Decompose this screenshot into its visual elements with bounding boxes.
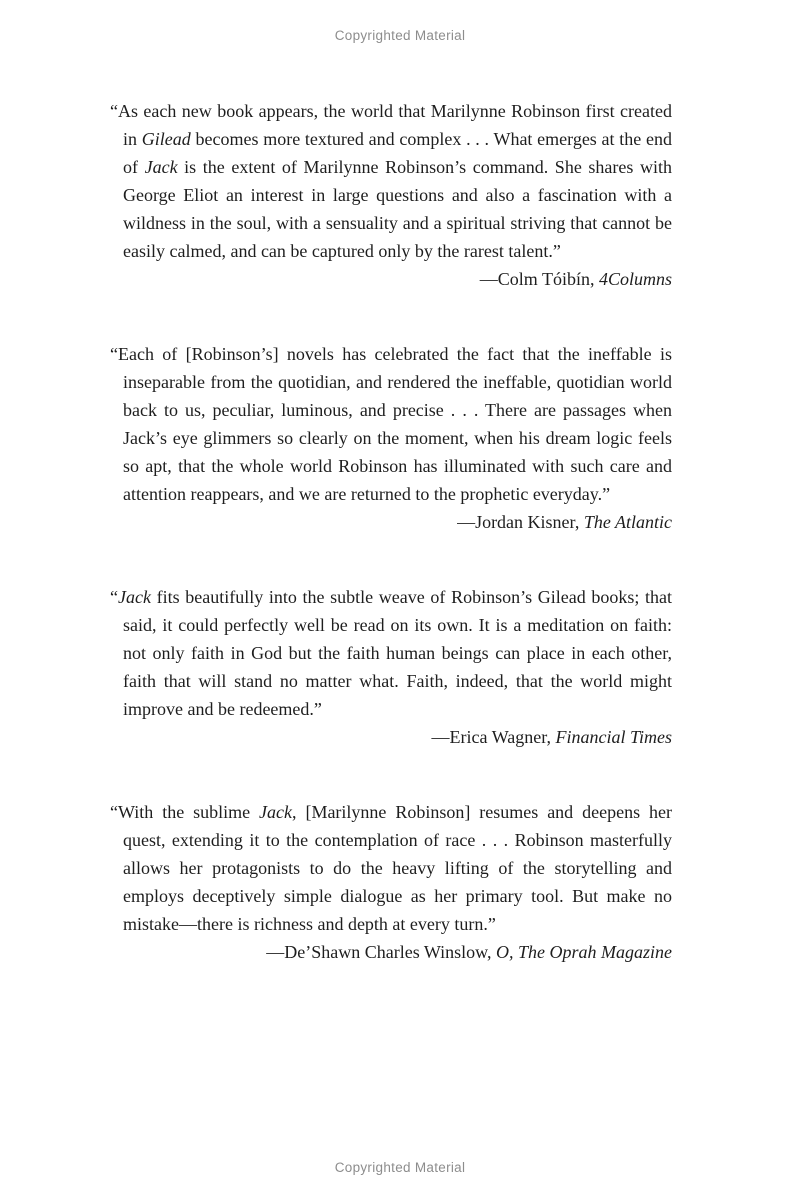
quote-text: [110, 583, 672, 723]
quote-attribution: [110, 723, 672, 751]
quote-text: [110, 340, 672, 508]
italic-text-segment: O, The Oprah Magazine: [496, 942, 672, 962]
quote-text: [110, 97, 672, 265]
quote-block: [110, 583, 672, 751]
italic-text-segment: Financial Times: [555, 727, 672, 747]
italic-text-segment: Gilead: [141, 129, 191, 149]
quote-attribution: [110, 265, 672, 293]
text-segment: “As each new book appears, the world that Marilynne Robinson first created in: [110, 101, 672, 149]
text-segment: —Erica Wagner,: [431, 727, 556, 747]
italic-text-segment: The Atlantic: [583, 512, 672, 532]
text-segment: is the extent of Marilynne Robinson’s command. She shares with George Eliot an interest in large questions and also a fascination with a wildness in the soul, with a sensuality and a spiritual striving that cannot be easily calmed, and can be captured only by the rarest talent.”: [123, 157, 672, 261]
text-segment: “With the sublime: [110, 802, 260, 822]
quotes-list: [110, 97, 672, 966]
text-segment: —Jordan Kisner,: [457, 512, 584, 532]
text-segment: —Colm Tóibín,: [479, 269, 599, 289]
italic-text-segment: Jack: [259, 802, 293, 822]
copyright-notice-bottom: Copyrighted Material: [334, 1160, 466, 1175]
text-segment: “: [110, 587, 118, 607]
text-segment: —De’Shawn Charles Winslow,: [266, 942, 496, 962]
quote-block: [110, 340, 672, 536]
italic-text-segment: 4Columns: [598, 269, 672, 289]
text-segment: “Each of [Robinson’s] novels has celebrated the fact that the ineffable is inseparable from the quotidian, and rendered the ineffable, quotidian world back to us, peculiar, luminous, and precise . . . There are passages when Jack’s eye glimmers so clearly on the moment, when his dream logic feels so apt, that the whole world Robinson has illuminated with such care and attention reappears, and we are returned to the prophetic everyday.”: [110, 344, 672, 504]
text-segment: becomes more textured and complex . . . What emerges at the end of: [123, 129, 672, 177]
italic-text-segment: Jack: [118, 587, 151, 607]
text-segment: fits beautifully into the subtle weave of Robinson’s Gilead books; that said, it could perfectly well be read on its own. It is a meditation on faith: not only faith in God but the faith human beings can place in each other, faith that will stand no matter what. Faith, indeed, that the world might improve and be redeemed.”: [123, 587, 672, 719]
text-segment: , [Marilynne Robinson] resumes and deepens her quest, extending it to the contemplation of race . . . Robinson masterfully allows her protagonists to do the heavy lifting of the storytelling and employs deceptively simple dialogue as her primary tool. But make no mistake—there is richness and depth at every turn.”: [123, 802, 672, 934]
quote-attribution: [110, 938, 672, 966]
quote-text: [110, 798, 672, 938]
italic-text-segment: Jack: [144, 157, 178, 177]
quote-attribution: [110, 508, 672, 536]
quote-block: [110, 798, 672, 966]
quote-block: [110, 97, 672, 293]
copyright-notice-top: Copyrighted Material: [334, 28, 466, 43]
